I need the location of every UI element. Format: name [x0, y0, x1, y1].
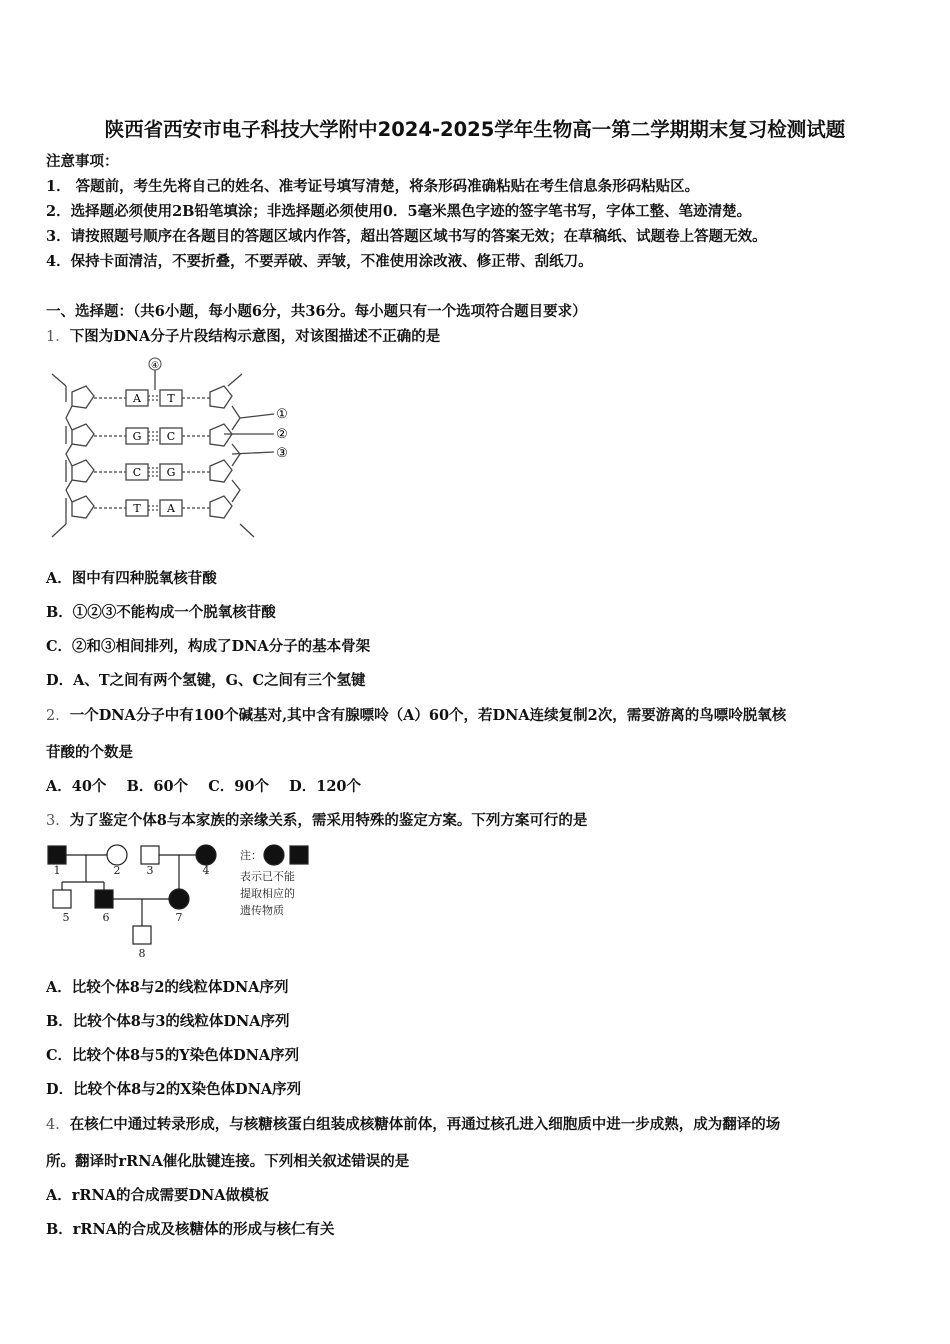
question-stem: 下图为DNA分子片段结构示意图，对该图描述不正确的是 — [69, 328, 441, 345]
question-stem: 一个DNA分子中有100个碱基对,其中含有腺嘌呤（A）60个，若DNA连续复制2次，需要游离的鸟嘌呤脱氧核 — [69, 707, 787, 724]
notice-item: 3．请按照题号顺序在各题目的答题区域内作答，超出答题区域书写的答案无效；在草稿纸、试题卷上答题无效。 — [46, 228, 767, 245]
option-c: C．②和③相间排列，构成了DNA分子的基本骨架 — [46, 638, 371, 655]
legend-text: 遗传物质 — [240, 904, 284, 917]
option-a: A．图中有四种脱氧核苷酸 — [46, 570, 217, 587]
question-1 — [46, 327, 440, 347]
label-right: ③ — [276, 446, 288, 461]
legend-prefix: 注： — [240, 849, 262, 862]
label-top: ④ — [150, 361, 160, 371]
individual-3 — [141, 846, 159, 864]
option-d: D．比较个体8与2的X染色体DNA序列 — [46, 1081, 302, 1098]
individual-label: 4 — [202, 864, 210, 877]
notice-item: 1． 答题前，考生先将自己的姓名、准考证号填写清楚，将条形码准确粘贴在考生信息条形码粘贴区。 — [46, 178, 700, 195]
notice-item: 4．保持卡面清洁，不要折叠，不要弄破、弄皱，不准使用涂改液、修正带、刮纸刀。 — [46, 253, 593, 270]
individual-label: 5 — [62, 911, 70, 924]
base-left: G — [132, 430, 142, 443]
label-right: ② — [276, 427, 288, 442]
individual-2 — [107, 845, 127, 865]
notice-heading: 注意事项： — [46, 153, 119, 170]
question-number: 1． — [46, 329, 70, 345]
question-number: 4． — [46, 1117, 70, 1133]
individual-5 — [53, 890, 71, 908]
legend-text: 表示已不能 — [240, 870, 295, 883]
individual-label: 1 — [53, 864, 61, 877]
section-heading: 一、选择题：（共6小题，每小题6分，共36分。每小题只有一个选项符合题目要求） — [46, 303, 587, 320]
base-right: T — [167, 392, 175, 405]
individual-1 — [48, 846, 66, 864]
question-4 — [46, 1115, 780, 1135]
question-2 — [46, 706, 786, 726]
individual-6 — [95, 890, 113, 908]
individual-7 — [169, 889, 189, 909]
pedigree-chart — [42, 838, 342, 963]
question-3 — [46, 811, 587, 831]
question-number: 3． — [46, 813, 70, 829]
individual-label: 8 — [138, 947, 146, 960]
base-right: A — [167, 502, 175, 515]
legend-text: 提取相应的 — [240, 887, 295, 900]
individual-label: 3 — [146, 864, 154, 877]
option-c: C．比较个体8与5的Y染色体DNA序列 — [46, 1047, 300, 1064]
options-line: A．40个 B．60个 C．90个 D．120个 — [46, 778, 361, 795]
question-stem: 为了鉴定个体8与本家族的亲缘关系，需采用特殊的鉴定方案。下列方案可行的是 — [69, 812, 588, 829]
question-stem-cont: 苷酸的个数是 — [46, 744, 133, 761]
legend-filled-square — [290, 846, 308, 864]
option-a: A．rRNA的合成需要DNA做模板 — [46, 1187, 270, 1204]
base-right: C — [166, 430, 176, 443]
individual-4 — [196, 845, 216, 865]
individual-label: 2 — [113, 864, 121, 877]
base-left: C — [132, 466, 142, 479]
page-title: 陕西省西安市电子科技大学附中2024-2025学年生物高一第二学期期末复习检测试题 — [104, 118, 846, 141]
base-left: A — [133, 392, 141, 405]
base-right: G — [166, 466, 176, 479]
individual-label: 7 — [175, 911, 183, 924]
option-d: D．A、T之间有两个氢键，G、C之间有三个氢键 — [46, 672, 366, 689]
question-stem: 在核仁中通过转录形成，与核糖核蛋白组装成核糖体前体，再通过核孔进入细胞质中进一步成熟，成为翻译的场 — [69, 1116, 781, 1133]
question-number: 2． — [46, 708, 70, 724]
option-a: A．比较个体8与2的线粒体DNA序列 — [46, 979, 289, 996]
individual-8 — [133, 926, 151, 944]
base-left: T — [133, 502, 141, 515]
option-b: B．比较个体8与3的线粒体DNA序列 — [46, 1013, 290, 1030]
individual-label: 6 — [102, 911, 110, 924]
option-b: B．rRNA的合成及核糖体的形成与核仁有关 — [46, 1221, 335, 1238]
dna-structure-figure — [42, 352, 302, 547]
option-b: B．①②③不能构成一个脱氧核苷酸 — [46, 604, 276, 621]
label-right: ① — [276, 407, 288, 422]
question-stem-cont: 所。翻译时rRNA催化肽键连接。下列相关叙述错误的是 — [46, 1153, 410, 1170]
notice-item: 2．选择题必须使用2B铅笔填涂；非选择题必须使用0．5毫米黑色字迹的签字笔书写，字体工整、笔迹清楚。 — [46, 203, 752, 220]
legend-filled-circle — [264, 845, 284, 865]
